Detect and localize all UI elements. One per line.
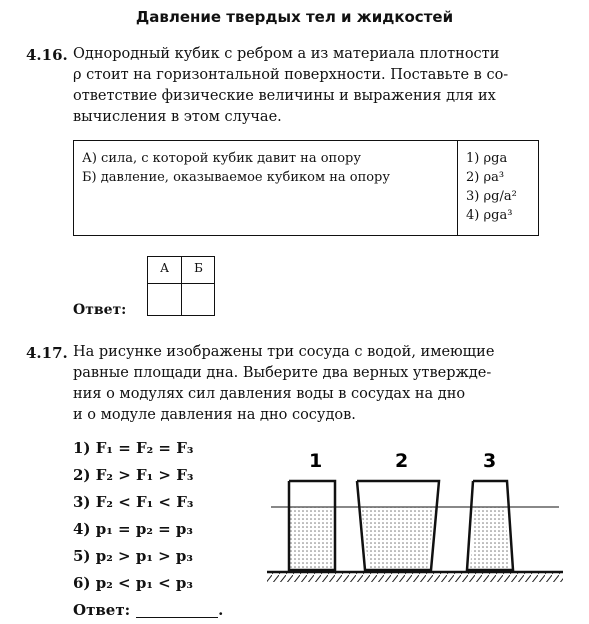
option-2: 2) F₂ > F₁ > F₃ (73, 466, 194, 484)
water-vessel-3 (470, 507, 510, 570)
option-1: 1) F₁ = F₂ = F₃ (73, 439, 194, 457)
options-list (73, 435, 223, 624)
option-3: 3) F₂ < F₁ < F₃ (73, 493, 194, 511)
vessel-label-3: 3 (483, 450, 497, 472)
table-option-1: 1) ρga (466, 151, 508, 166)
table-item-a: А) сила, с которой кубик давит на опору (82, 151, 362, 166)
table-right-column (466, 149, 517, 225)
problem-4-16-line-2: ρ стоит на горизонтальной поверхности. Поставьте в со- (73, 67, 509, 83)
problem-4-16-number: 4.16. (26, 46, 68, 64)
grid-header-b: Б (194, 261, 203, 275)
option-5: 5) p₂ > p₁ > p₃ (73, 547, 193, 565)
section-title: Давление твердых тел и жидкостей (135, 8, 454, 26)
water-vessel-1 (289, 507, 335, 570)
answer-label-4-16: Ответ: (73, 302, 127, 318)
problem-4-16-line-3: ответствие физические величины и выражения для их (73, 88, 496, 104)
answer-label-4-17: Ответ: (73, 601, 131, 619)
answer-grid[interactable] (147, 256, 215, 316)
table-option-3: 3) ρg/a² (466, 189, 517, 204)
ground-hatch (267, 573, 563, 582)
table-option-4: 4) ρga³ (466, 208, 513, 223)
problem-4-17-line-1: На рисунке изображены три сосуда с водой, имеющие (73, 344, 495, 360)
vessel-label-2: 2 (395, 450, 409, 472)
problem-4-16-line-1: Однородный кубик с ребром a из материала плотности (73, 46, 500, 62)
problem-4-16-line-4: вычисления в этом случае. (73, 109, 282, 125)
vessels-figure (265, 445, 565, 595)
answer-blank[interactable] (136, 603, 218, 618)
problem-4-17-text (73, 342, 548, 426)
answer-row-4-17 (73, 597, 223, 624)
option-6: 6) p₂ < p₁ < p₃ (73, 574, 193, 592)
matching-table (73, 140, 539, 236)
problem-4-17-line-3: ния о модулях сил давления воды в сосудах на дно (73, 386, 466, 402)
table-left-column (82, 149, 390, 187)
table-item-b: Б) давление, оказываемое кубиком на опору (82, 170, 391, 185)
problem-4-16-text (73, 44, 548, 128)
problem-4-17-line-4: и о модуле давления на дно сосудов. (73, 407, 356, 423)
grid-header-a: А (159, 261, 170, 275)
problem-4-17-number: 4.17. (26, 344, 68, 362)
table-option-2: 2) ρa³ (466, 170, 505, 185)
problem-4-17-line-2: равные площади дна. Выберите два верных утвержде- (73, 365, 492, 381)
answer-period: . (218, 601, 224, 619)
water-vessel-2 (361, 507, 435, 570)
vessel-label-1: 1 (309, 450, 323, 472)
option-4: 4) p₁ = p₂ = p₃ (73, 520, 193, 538)
table-divider (457, 141, 458, 235)
